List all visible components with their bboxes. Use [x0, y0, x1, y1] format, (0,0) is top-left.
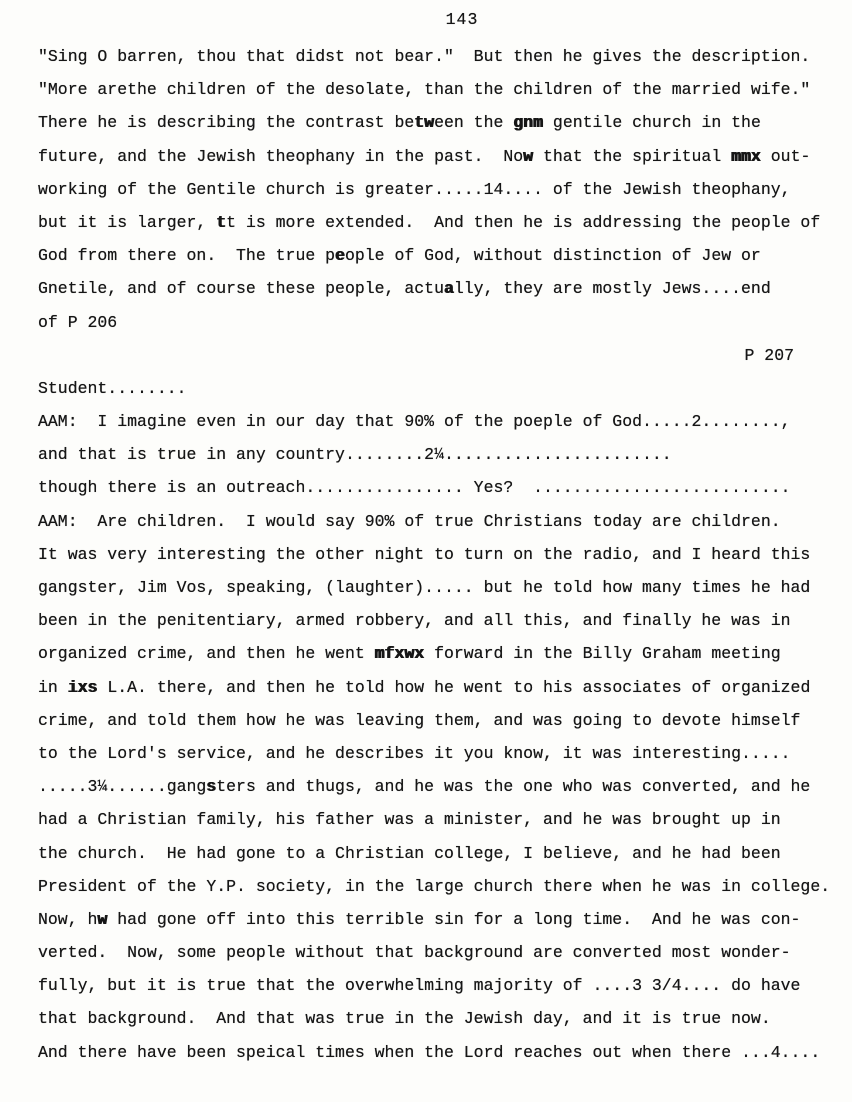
overstruck-text: e [335, 246, 345, 266]
text-line: It was very interesting the other night to turn on the radio, and I heard this [38, 544, 811, 564]
overstruck-text: t [216, 212, 227, 232]
page-marker-p207: P 207 [744, 345, 794, 365]
overstruck-text: gnm [513, 113, 544, 133]
overstruck-text: ixs [67, 677, 98, 697]
text-line: gangster, Jim Vos, speaking, (laughter)..... but he told how many times he had [38, 578, 811, 597]
text-line: the church. He had gone to a Christian college, I believe, and he had been [38, 843, 781, 863]
text-line: And there have been speical times when the Lord reaches out when there ...4.... [38, 1042, 821, 1062]
text-line: Student........ [38, 378, 187, 398]
text-line: There he is describing the contrast between the gnm gentile church in the [38, 113, 761, 133]
text-line: but it is larger, tt is more extended. And then he is addressing the people of [38, 212, 821, 232]
text-line: and that is true in any country........2¼....................... [38, 445, 672, 465]
overstruck-text: w [523, 146, 534, 166]
text-line: AAM: Are children. I would say 90% of true Christians today are children. [38, 511, 781, 531]
text-line: President of the Y.P. society, in the large church there when he was in college. [38, 876, 831, 896]
text-line: God from there on. The true people of God, without distinction of Jew or [38, 246, 761, 266]
overstruck-text: mmx [731, 146, 761, 166]
text-line: Gnetile, and of course these people, actually, they are mostly Jews....end [38, 279, 771, 299]
overstruck-text: mfxwx [374, 644, 425, 664]
text-line: "More arethe children of the desolate, than the children of the married wife." [38, 80, 811, 100]
text-line: in ixs L.A. there, and then he told how he went to his associates of organized [38, 677, 811, 697]
text-line: working of the Gentile church is greater.....14.... of the Jewish theophany, [38, 179, 791, 199]
overstruck-text: tw [414, 113, 435, 133]
text-line: had a Christian family, his father was a minister, and he was brought up in [38, 810, 781, 830]
text-line: been in the penitentiary, armed robbery, and all this, and finally he was in [38, 611, 791, 631]
document-lines [38, 40, 831, 1069]
overstruck-text: s [206, 777, 217, 797]
text-line: fully, but it is true that the overwhelming majority of ....3 3/4.... do have [38, 976, 801, 996]
text-line: Now, hw had gone off into this terrible sin for a long time. And he was con- [38, 909, 801, 929]
text-line: of P 206 [38, 312, 118, 332]
text-line: .....3¼......gangsters and thugs, and he was the one who was converted, and he [38, 777, 811, 797]
text-line: future, and the Jewish theophany in the past. Now that the spiritual mmx out- [38, 146, 811, 166]
text-line: AAM: I imagine even in our day that 90% of the poeple of God.....2........, [38, 412, 791, 432]
text-line: to the Lord's service, and he describes it you know, it was interesting..... [38, 743, 791, 763]
page-number: 143 [445, 10, 479, 29]
text-line: verted. Now, some people without that background are converted most wonder- [38, 943, 791, 963]
overstruck-text: w [97, 909, 108, 929]
text-line: that background. And that was true in the Jewish day, and it is true now. [38, 1009, 771, 1029]
text-line: "Sing O barren, thou that didst not bear." But then he gives the description. [38, 47, 811, 66]
text-line: organized crime, and then he went mfxwx forward in the Billy Graham meeting [38, 644, 781, 664]
text-line: though there is an outreach................ Yes? .......................... [38, 478, 791, 498]
text-line: crime, and told them how he was leaving them, and was going to devote himself [38, 710, 801, 730]
overstruck-text: a [443, 279, 454, 299]
